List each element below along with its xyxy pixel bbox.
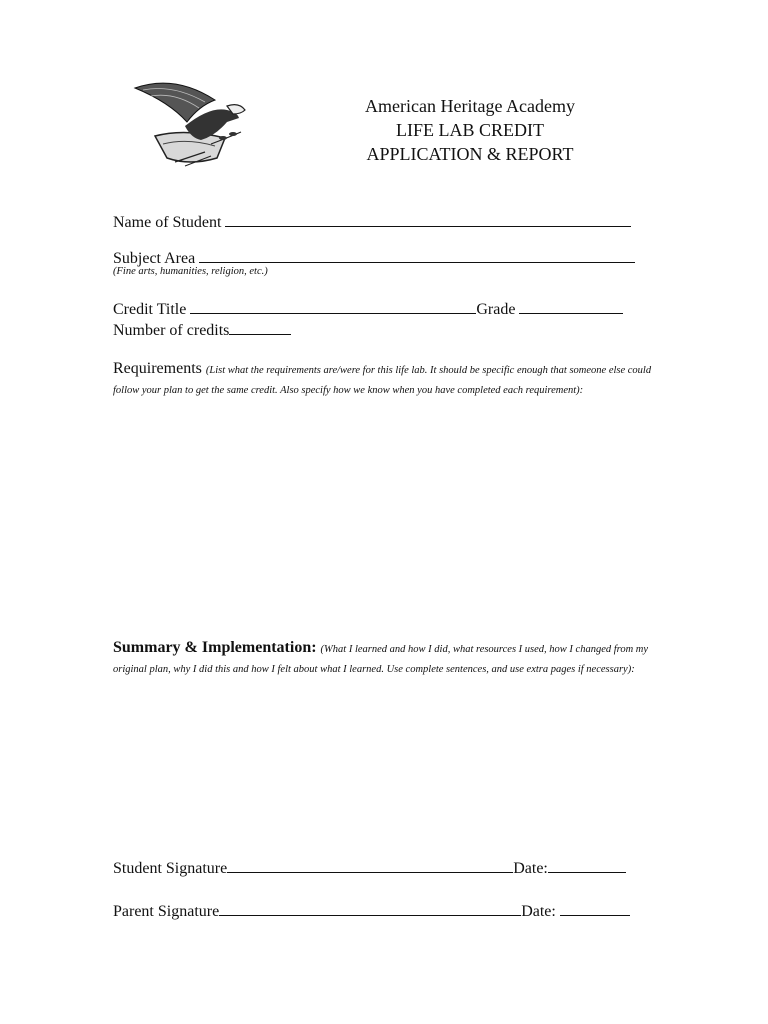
parent-date-label: Date: [521, 903, 556, 920]
credit-title-row [113, 298, 623, 319]
form-header [300, 94, 640, 166]
credits-label: Number of credits [113, 322, 230, 339]
parent-date-field[interactable] [560, 900, 630, 916]
subject-area-label: Subject Area [113, 250, 196, 267]
grade-field[interactable] [519, 298, 623, 314]
subject-area-row [113, 247, 635, 268]
student-name-label: Name of Student [113, 214, 222, 231]
summary-label: Summary & Implementation: [113, 639, 317, 656]
summary-answer-area[interactable] [113, 700, 653, 840]
student-date-field[interactable] [548, 857, 626, 873]
student-signature-row [113, 857, 626, 878]
student-date-label: Date: [513, 860, 548, 877]
student-name-row [113, 211, 631, 232]
form-title-line2: APPLICATION & REPORT [366, 144, 574, 164]
student-name-field[interactable] [225, 211, 631, 227]
student-signature-field[interactable] [227, 857, 513, 873]
subject-area-field[interactable] [199, 247, 635, 263]
eagle-emblem-icon [115, 66, 275, 176]
requirements-section [113, 360, 653, 400]
grade-label: Grade [476, 301, 516, 318]
summary-instructions: (What I learned and how I did, what resources I used, how I changed from my original plan, why I did this and how I felt about what I learned. Use complete sentences, and use extra pages if necessary): [113, 644, 649, 675]
form-title-line1: LIFE LAB CREDIT [396, 120, 544, 140]
requirements-label: Requirements [113, 360, 202, 377]
parent-signature-label: Parent Signature [113, 903, 220, 920]
summary-section [113, 639, 653, 679]
credit-title-label: Credit Title [113, 301, 187, 318]
credit-title-field[interactable] [190, 298, 476, 314]
credits-row [113, 319, 291, 340]
requirements-answer-area[interactable] [113, 420, 653, 620]
parent-signature-field[interactable] [219, 900, 521, 916]
parent-signature-row [113, 900, 630, 921]
student-signature-label: Student Signature [113, 860, 228, 877]
school-name: American Heritage Academy [365, 96, 575, 116]
requirements-instructions: (List what the requirements are/were for this life lab. It should be specific enough that someone else could follow your plan to get the same credit. Also specify how we know when you have completed each requirement): [113, 365, 652, 396]
subject-area-hint: (Fine arts, humanities, religion, etc.) [113, 266, 268, 277]
credits-field[interactable] [229, 319, 291, 335]
